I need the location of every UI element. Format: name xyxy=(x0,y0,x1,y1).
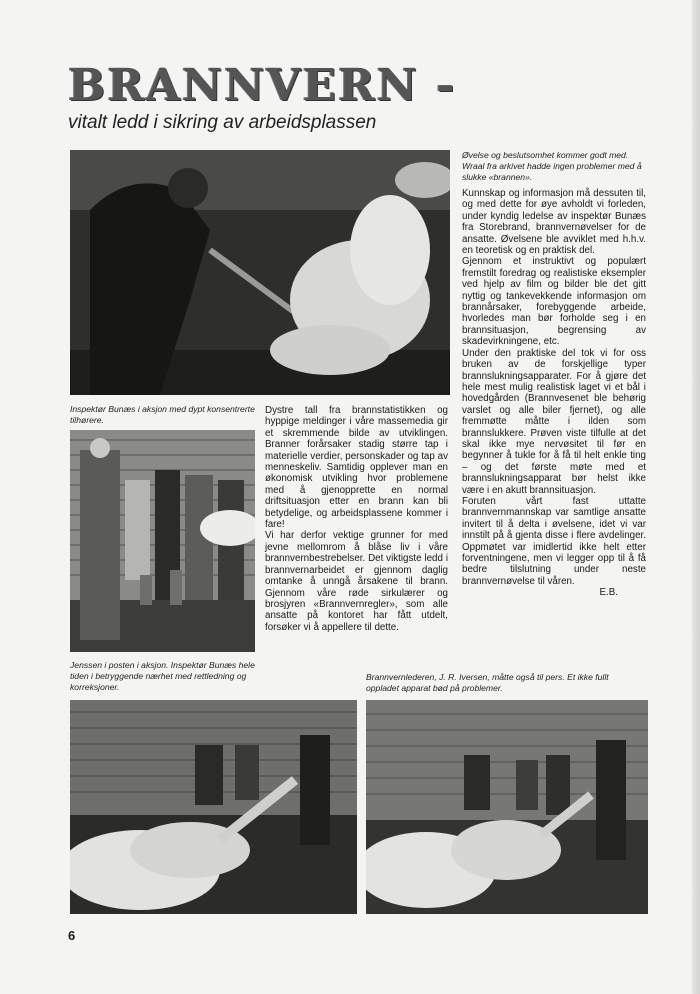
photo-group-training xyxy=(70,430,255,652)
paragraph: Vi har derfor vektige grunner for med jevne mellomrom å blåse liv i våre brannvernbestrebelser. Det viktigste ledd i brannvernarbeidet er gjennom daglig omtanke å unngå årsakene til brann. Gjennom våre røde sirkulærer og brosjyren «Brannvernregler», som alle ansatte på kontoret har fått utdelt, forsøker vi å appellere til dette. xyxy=(265,530,448,633)
photo-bottom-right xyxy=(366,700,648,914)
photo-bottom-left xyxy=(70,700,357,914)
paragraph: Foruten vårt fast uttatte brannvernmannskap var samtlige ansatte invitert til å delta i øvelsene, idet vi var innstilt på å gjenta disse i flere avdelinger. Oppmøtet var imidlertid ikke helt etter forventningene, men vi legger opp til å få bedre tilslutning under neste brannvernøvelse til våren. xyxy=(462,495,646,587)
right-column xyxy=(462,188,646,599)
article-title: BRANNVERN - xyxy=(68,60,457,111)
signature: E.B. xyxy=(599,587,618,599)
paragraph: Dystre tall fra brannstatistikken og hyppige meldinger i våre massemedia gir et skremmende bilde av utviklingen. Branner forårsaker stadig større tap i materielle verdier, personskader og tap av menneskeliv. Samtidig opplever man en økonomisk utvikling hvor problemene med å gjenopprette en normal driftsituasjon etter en brann kan bli betydelige, og arbeidsplassene kommer i fare! xyxy=(265,405,448,531)
caption-group-training: Jenssen i posten i aksjon. Inspektør Bunæs hele tiden i betryggende nærhet med rettledning og korreksjoner. xyxy=(70,660,255,692)
paragraph: Under den praktiske del tok vi for oss bruken av de forskjellige typer brannslukningsapparater. For å gjøre det hele mest mulig realistisk laget vi et bål i hovedgården (Brannvesenet ble behørig varslet og alle biler fjernet), og alle fremmøtte måtte i ilden som brannslukkere. Prøven viste tilfulle at det skal ikke mye nervøsitet til før en begynner å tukle for å få til helt enkle ting – og det første møte med et brannslukningsapparat bør helst ikke være i en akutt brannsituasjon. xyxy=(462,347,646,496)
caption-bottom-right: Brannvernlederen, J. R. Iversen, måtte også til pers. Et ikke fullt oppladet apparat bød på problemer. xyxy=(366,672,609,693)
middle-column xyxy=(265,405,448,633)
paragraph: Kunnskap og informasjon må dessuten til, og med dette for øye avholdt vi forleden, under kyndig ledelse av inspektør Bunæs fra Storebrand, brannvernøvelser for de ansatte. Øvelsene ble avviklet med h.h.v. en teoretisk og en praktisk del. xyxy=(462,188,646,257)
article-subtitle: vitalt ledd i sikring av arbeidsplassen xyxy=(68,112,377,133)
page-edge xyxy=(692,0,700,994)
paragraph: Gjennom et instruktivt og populært fremstilt foredrag og realistiske eksempler ved hjelp av film og bilder ble det gitt nyttig og tankevekkende informasjon om brannårsaker, forebyggende arbeide, hvorledes man bør forholde seg i en brannsituasjon, begrensing av skadevirkningene, etc. xyxy=(462,256,646,348)
caption-inspector-action: Inspektør Bunæs i aksjon med dypt konsentrerte tilhørere. xyxy=(70,404,255,425)
photo-inspector-action xyxy=(70,150,450,395)
page-number: 6 xyxy=(68,928,76,943)
caption-top-right: Øvelse og beslutsomhet kommer godt med. Wraal fra arkivet hadde ingen problemer med å slukke «brannen». xyxy=(462,150,642,182)
